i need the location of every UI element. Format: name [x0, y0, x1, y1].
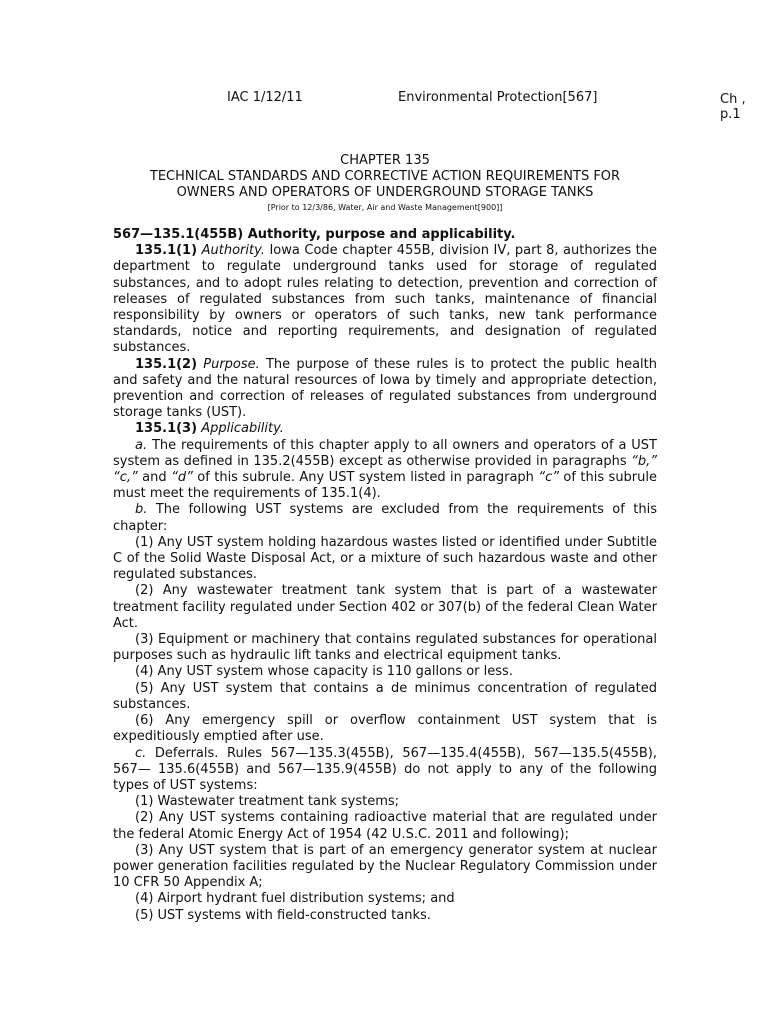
paragraph-label: a. — [135, 437, 148, 453]
header-page-number: Ch , p.1 — [720, 92, 746, 122]
list-item: (1) Any UST system holding hazardous wastes listed or identified under Subtitle C of the Solid Waste Disposal Act, or a mixture of such hazardous waste and other regulated substances. — [113, 534, 657, 583]
subrule-authority — [113, 243, 657, 356]
subrule-label: Authority. — [201, 243, 265, 259]
paragraph-text: The requirements of this chapter apply to all owners and operators of a UST system as defined in 135.2(455B) except as otherwise provided in paragraphs — [113, 437, 657, 469]
subrule-number: 135.1(1) — [135, 243, 198, 259]
chapter-number: CHAPTER 135 — [340, 153, 430, 168]
paragraph-label: b. — [135, 502, 148, 518]
subrule-label: Purpose. — [203, 356, 260, 372]
chapter-title-block — [112, 153, 658, 214]
paragraph-label: c. — [135, 745, 147, 761]
paragraph-text: and — [137, 470, 172, 486]
subrule-text: Iowa Code chapter 455B, division IV, part 8, authorizes the department to regulate underground tanks used for storage of regulated substances, and to adopt rules relating to detection, prevention and correction of releases of regulated substances from such tanks, maintenance of financial responsibility by owners or operators of such tanks, new tank performance standards, notice and reporting requirements, and designation of regulated substances. — [113, 243, 657, 356]
list-item: (3) Equipment or machinery that contains regulated substances for operational purposes such as hydraulic lift tanks and electrical equipment tanks. — [113, 632, 657, 664]
list-item: (4) Any UST system whose capacity is 110 gallons or less. — [135, 664, 513, 680]
list-item: (3) Any UST system that is part of an emergency generator system at nuclear power generation facilities regulated by the Nuclear Regulatory Commission under 10 CFR 50 Appendix A; — [113, 842, 657, 891]
paragraph-c — [113, 746, 657, 795]
list-item: (5) UST systems with field-constructed tanks. — [135, 907, 431, 923]
paragraph-text: Deferrals. Rules 567—135.3(455B), 567—135.4(455B), 567—135.5(455B), 567— 135.6(455B) and 567—135.9(455B) do not apply to any of the following types of UST systems: — [113, 745, 657, 793]
paragraph-text: The following UST systems are excluded from the requirements of this chapter: — [113, 502, 657, 534]
subrule-number: 135.1(2) — [135, 356, 198, 372]
rule-heading: 567—135.1(455B) Authority, purpose and applicability. — [113, 227, 516, 242]
list-item: (4) Airport hydrant fuel distribution systems; and — [135, 891, 455, 907]
paragraph-text: of this subrule. Any UST system listed in paragraph — [192, 470, 539, 486]
prior-note: [Prior to 12/3/86, Water, Air and Waste Management[900]] — [267, 203, 503, 212]
chapter-title-line-1: TECHNICAL STANDARDS AND CORRECTIVE ACTION REQUIREMENTS FOR — [149, 169, 621, 184]
subrule-number: 135.1(3) — [135, 421, 198, 437]
header-center: Environmental Protection[567] — [398, 90, 598, 105]
subrule-purpose — [113, 357, 657, 422]
chapter-title-line-2: OWNERS AND OPERATORS OF UNDERGROUND STORAGE TANKS — [176, 185, 594, 200]
paragraph-b — [113, 502, 657, 534]
list-item: (1) Wastewater treatment tank systems; — [135, 794, 400, 810]
list-item: (2) Any wastewater treatment tank system that is part of a wastewater treatment facility regulated under Section 402 or 307(b) of the federal Clean Water Act. — [113, 583, 657, 631]
document-body — [113, 227, 657, 924]
list-item: (6) Any emergency spill or overflow containment UST system that is expeditiously emptied after use. — [113, 713, 657, 745]
paragraph-text: of this subrule must meet the requirements of 135.1(4). — [113, 470, 658, 502]
list-item: (5) Any UST system that contains a de minimus concentration of regulated substances. — [113, 680, 657, 712]
header-left: IAC 1/12/11 — [227, 90, 303, 105]
subrule-text: The purpose of these rules is to protect the public health and safety and the natural resources of Iowa by timely and appropriate detection, prevention and correction of releases of regulated substances from underground storage tanks (UST). — [113, 356, 657, 421]
paragraph-ref: “b,” “c,” — [113, 453, 657, 486]
paragraph-ref: “c” — [538, 470, 559, 486]
subrule-applicability — [113, 421, 657, 437]
paragraph-ref: “d” — [171, 470, 193, 486]
subrule-label: Applicability. — [201, 421, 284, 437]
paragraph-a — [113, 438, 657, 503]
list-item: (2) Any UST systems containing radioactive material that are regulated under the federal Atomic Energy Act of 1954 (42 U.S.C. 2011 and following); — [113, 810, 657, 842]
